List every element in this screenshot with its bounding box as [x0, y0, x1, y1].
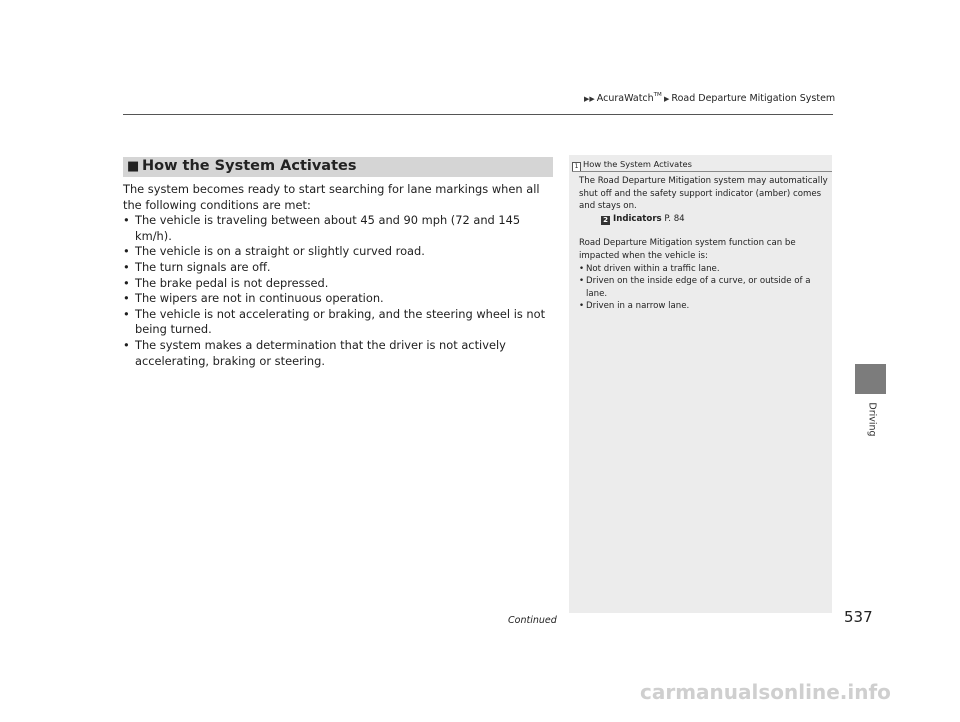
reference-page: P. 84 — [664, 213, 685, 224]
double-arrow-icon: ▶▶ — [584, 95, 595, 103]
reference-label: Indicators — [613, 213, 662, 224]
list-item — [579, 263, 831, 276]
list-item — [579, 275, 831, 300]
list-item — [123, 276, 555, 292]
breadcrumb — [584, 93, 834, 104]
condition-text: The vehicle is not accelerating or braking, and the steering wheel is not being turned. — [135, 306, 546, 337]
condition-text: The wipers are not in continuous operation. — [135, 291, 384, 306]
list-item — [579, 300, 831, 313]
item-text: Driven in a narrow lane. — [586, 301, 690, 312]
bullet-icon: • — [579, 263, 585, 274]
spacer — [579, 225, 831, 237]
header-rule — [123, 114, 833, 115]
bullet-icon: • — [123, 259, 130, 274]
section-title: How the System Activates — [142, 158, 357, 174]
bullet-icon: • — [123, 244, 130, 259]
bullet-icon: • — [123, 213, 130, 228]
section-header — [123, 157, 553, 177]
chapter-tab-label — [852, 398, 892, 448]
side-note-body — [579, 175, 831, 313]
list-item — [123, 307, 555, 338]
chapter-tab-text: Driving — [866, 402, 878, 437]
page-number: 537 — [844, 608, 873, 626]
intro-text: The system becomes ready to start searching for lane markings when all the following conditions are met: — [123, 182, 540, 212]
bullet-icon: • — [123, 306, 130, 321]
breadcrumb-current: Road Departure Mitigation System — [671, 93, 836, 104]
trademark-mark: TM — [653, 92, 662, 98]
condition-text: The vehicle is traveling between about 45 and 90 mph (72 and 145 km/h). — [135, 213, 521, 243]
arrow-icon: ▶ — [661, 95, 670, 103]
bullet-icon: • — [123, 337, 130, 352]
watermark: carmanualsonline.info — [640, 680, 891, 704]
item-text: Driven on the inside edge of a curve, or outside of a lane. — [586, 276, 811, 299]
condition-text: The brake pedal is not depressed. — [135, 275, 329, 290]
list-item — [123, 260, 555, 276]
side-note-paragraph: Road Departure Mitigation system function can be impacted when the vehicle is: — [579, 238, 796, 261]
bullet-icon: • — [123, 291, 130, 306]
list-item — [123, 338, 555, 369]
condition-text: The system makes a determination that the driver is not actively accelerating, braking or steering. — [135, 337, 506, 368]
chapter-tab[interactable] — [855, 364, 886, 394]
reference-arrow-icon: 2 — [601, 216, 610, 225]
item-text: Not driven within a traffic lane. — [586, 263, 720, 274]
condition-text: The vehicle is on a straight or slightly curved road. — [135, 244, 425, 259]
side-note-list — [579, 263, 831, 313]
continued-label: Continued — [508, 615, 557, 626]
main-body — [123, 182, 555, 369]
side-note-rule — [572, 171, 832, 172]
side-note-paragraph: The Road Departure Mitigation system may automatically shut off and the safety support indicator (amber) comes and stays on. — [579, 176, 828, 212]
side-note-panel — [569, 155, 832, 613]
bullet-icon: • — [579, 301, 585, 312]
side-note-title: How the System Activates — [583, 159, 692, 169]
bullet-icon: • — [123, 275, 130, 290]
list-item — [123, 213, 555, 244]
note-icon: 1 — [572, 162, 581, 172]
condition-text: The turn signals are off. — [135, 259, 271, 274]
list-item — [123, 244, 555, 260]
breadcrumb-acurawatch: AcuraWatch — [596, 93, 654, 104]
list-item — [123, 291, 555, 307]
square-icon: ■ — [127, 159, 140, 174]
conditions-list — [123, 213, 555, 369]
bullet-icon: • — [579, 276, 585, 287]
cross-reference-link[interactable] — [579, 213, 831, 226]
